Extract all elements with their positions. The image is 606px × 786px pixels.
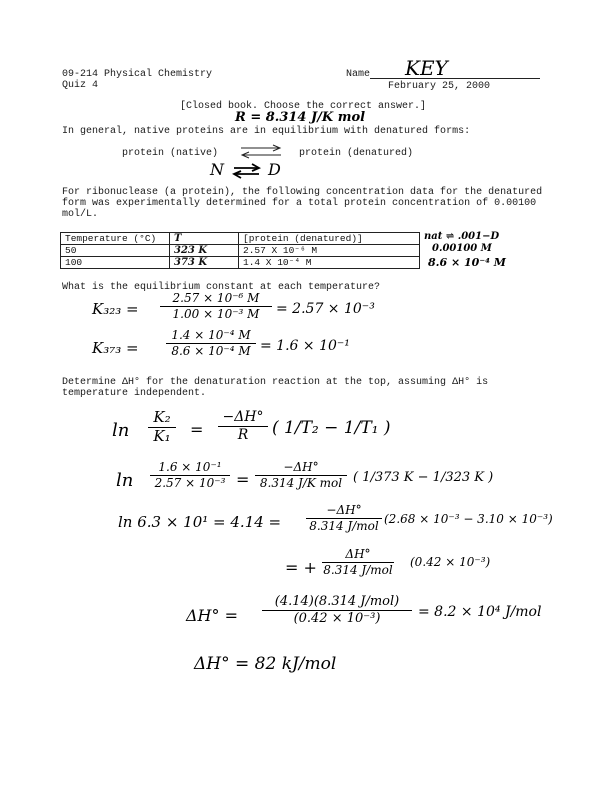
table-row [61, 245, 420, 257]
eq2-ln: ln [116, 470, 134, 491]
side-note-line-3: 8.6 × 10⁻⁴ M [428, 256, 506, 269]
native-symbol: N [210, 160, 224, 179]
eq1-ln: ln [112, 420, 130, 441]
table-header-cell: T [170, 233, 239, 245]
eq1-ratio-numerator: K₂ [153, 408, 171, 426]
table-cell: 373 K [170, 257, 239, 269]
k373-denominator: 8.6 × 10⁻⁴ M [171, 343, 251, 358]
eq5-numerator: (4.14)(8.314 J/mol) [274, 594, 400, 609]
eq1-mid-numerator: −ΔH° [222, 409, 264, 425]
k323-denominator: 1.00 × 10⁻³ M [172, 306, 260, 321]
eq2-ratio-denominator: 2.57 × 10⁻³ [154, 475, 226, 490]
eq5-fraction [262, 595, 412, 625]
eq4-mid-numerator: ΔH° [345, 547, 371, 561]
eq5-label: ΔH° = [186, 606, 238, 625]
table-cell: 2.57 X 10⁻⁶ M [239, 245, 420, 257]
eq5-denominator: (0.42 × 10⁻³) [293, 610, 381, 626]
course-title: 09-214 Physical Chemistry [62, 69, 213, 80]
eq1-ratio [148, 410, 176, 445]
eq2-mid-denominator: 8.314 J/K mol [259, 475, 343, 490]
eq1-equals: = [190, 420, 204, 439]
problem-text-line-2: form was experimentally determined for a total protein concentration of 0.00100 [62, 198, 537, 209]
eq3-mid-denominator: 8.314 J/mol [309, 518, 379, 533]
eq1-mid-fraction [218, 410, 268, 442]
question-1: What is the equilibrium constant at each temperature? [62, 282, 381, 293]
table-cell: 50 [61, 245, 170, 257]
k323-result: = 2.57 × 10⁻³ [276, 301, 375, 317]
eq2-ratio [150, 461, 230, 489]
question-2-line-2: temperature independent. [62, 388, 207, 399]
k373-label: K₃₇₃ = [92, 339, 139, 357]
name-label: Name [346, 69, 371, 80]
eq3-mid-fraction [306, 504, 382, 532]
table-cell: 1.4 X 10⁻⁴ M [239, 257, 420, 269]
eq4-mid-fraction [322, 548, 394, 576]
eq5-result: = 8.2 × 10⁴ J/mol [418, 604, 542, 620]
k323-numerator: 2.57 × 10⁻⁶ M [172, 291, 260, 305]
table-header-cell: Temperature (°C) [61, 233, 170, 245]
k373-numerator: 1.4 × 10⁻⁴ M [171, 328, 251, 342]
native-label: protein (native) [122, 148, 219, 159]
instructions: [Closed book. Choose the correct answer.] [180, 101, 427, 112]
k323-fraction [160, 292, 272, 320]
side-note-line-1: nat ⇌ .001−D [424, 231, 500, 242]
eq3-mid-numerator: −ΔH° [326, 503, 362, 517]
gas-constant-note: R = 8.314 J/K mol [235, 110, 366, 125]
eq2-mid-fraction [255, 461, 347, 489]
name-underline [370, 78, 540, 79]
problem-text-line-3: mol/L. [62, 209, 99, 220]
k373-result: = 1.6 × 10⁻¹ [260, 338, 350, 354]
eq1-parenthesis: ( 1/T₂ − 1/T₁ ) [272, 418, 391, 438]
quiz-date: February 25, 2000 [388, 81, 491, 92]
side-note-line-2: 0.00100 M [432, 243, 492, 254]
eq2-parenthesis: ( 1/373 K − 1/323 K ) [353, 470, 494, 485]
denatured-symbol: D [268, 160, 281, 179]
data-table [60, 232, 420, 269]
eq2-mid-numerator: −ΔH° [283, 460, 319, 474]
question-2-line-1: Determine ΔH° for the denaturation reaction at the top, assuming ΔH° is [62, 377, 489, 388]
eq3-parenthesis: (2.68 × 10⁻³ − 3.10 × 10⁻³) [384, 512, 553, 526]
final-answer: ΔH° = 82 kJ/mol [194, 654, 337, 674]
eq2-equals: = [236, 470, 250, 489]
eq1-ratio-denominator: K₁ [153, 426, 171, 445]
table-header-cell: [protein (denatured)] [239, 233, 420, 245]
equilibrium-arrows-icon [239, 143, 283, 159]
table-cell: 323 K [170, 245, 239, 257]
eq2-ratio-numerator: 1.6 × 10⁻¹ [158, 460, 222, 474]
name-value: KEY [405, 56, 448, 80]
eq4-parenthesis: (0.42 × 10⁻³) [410, 555, 491, 569]
quiz-number: Quiz 4 [62, 80, 99, 91]
intro-text: In general, native proteins are in equilibrium with denatured forms: [62, 126, 471, 137]
eq4-equals: = + [285, 558, 317, 577]
problem-text-line-1: For ribonuclease (a protein), the following concentration data for the denatured [62, 187, 543, 198]
table-header-row [61, 233, 420, 245]
eq4-mid-denominator: 8.314 J/mol [323, 562, 393, 577]
denatured-label: protein (denatured) [299, 148, 414, 159]
k323-label: K₃₂₃ = [92, 300, 139, 318]
table-row [61, 257, 420, 269]
eq1-mid-denominator: R [237, 426, 249, 443]
table-cell: 100 [61, 257, 170, 269]
eq3-left: ln 6.3 × 10¹ = 4.14 = [118, 513, 282, 531]
k373-fraction [166, 329, 256, 357]
handwritten-equilibrium-arrows-icon [232, 163, 262, 179]
